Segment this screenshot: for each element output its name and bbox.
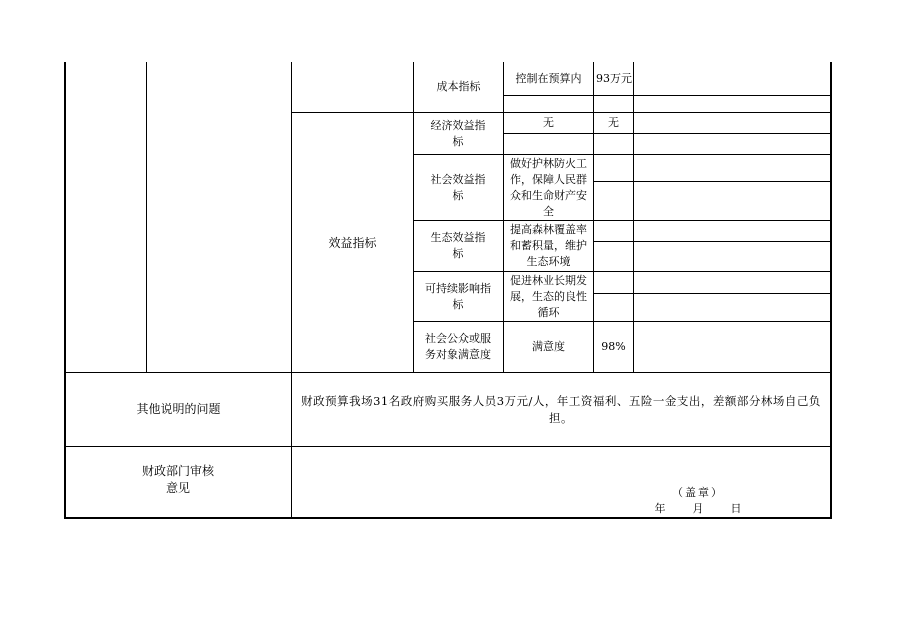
date-year: 年 <box>654 502 666 515</box>
row-line-social-mid <box>593 181 831 182</box>
table-border-bottom <box>64 517 832 519</box>
satisfaction-label: 社会公众或服务对象满意度 <box>425 332 491 361</box>
row-line-econ-mid <box>503 133 831 134</box>
satisfaction-value: 98% <box>601 340 626 353</box>
cost-indicator-item: 控制在预算内 <box>515 71 582 85</box>
economic-benefit-value: 无 <box>608 116 619 129</box>
cost-indicator-label: 成本指标 <box>436 80 481 93</box>
eco-benefit-label: 生态效益指标 <box>430 231 486 260</box>
row-line-eco-mid <box>593 241 831 242</box>
other-notes-text: 财政预算我场31名政府购买服务人员3万元/人，年工资福利、五险一金支出，差额部分林场自己负担。 <box>301 393 821 425</box>
eco-benefit-item: 提高森林覆盖率和蓄积量，维护生态环境 <box>510 223 587 268</box>
col-line-1 <box>146 62 147 372</box>
social-benefit-item: 做好护林防火工作，保障人民群众和生命财产安全 <box>510 156 587 218</box>
benefit-indicators-label: 效益指标 <box>328 235 377 250</box>
sustain-impact-item: 促进林业长期发展，生态的良性循环 <box>510 273 587 319</box>
table-border-left <box>64 62 66 518</box>
economic-benefit-label: 经济效益指标 <box>430 118 486 148</box>
sustain-impact-label: 可持续影响指标 <box>425 281 491 311</box>
cost-indicator-value: 93万元 <box>596 71 632 85</box>
row-line-other-end <box>64 446 832 447</box>
finance-review-label: 财政部门审核意见 <box>141 464 214 495</box>
satisfaction-item: 满意度 <box>532 340 565 353</box>
other-notes-label: 其他说明的问题 <box>136 402 221 416</box>
economic-benefit-item: 无 <box>543 116 554 129</box>
seal-text: （盖章） <box>672 486 724 499</box>
date-month: 月 <box>692 502 704 515</box>
date-day: 日 <box>730 502 742 515</box>
social-benefit-label: 社会效益指标 <box>430 172 486 202</box>
row-line-sustain-mid <box>593 293 831 294</box>
table-border-right <box>830 62 832 518</box>
row-line-a <box>503 95 831 96</box>
col-line-6 <box>633 62 634 372</box>
